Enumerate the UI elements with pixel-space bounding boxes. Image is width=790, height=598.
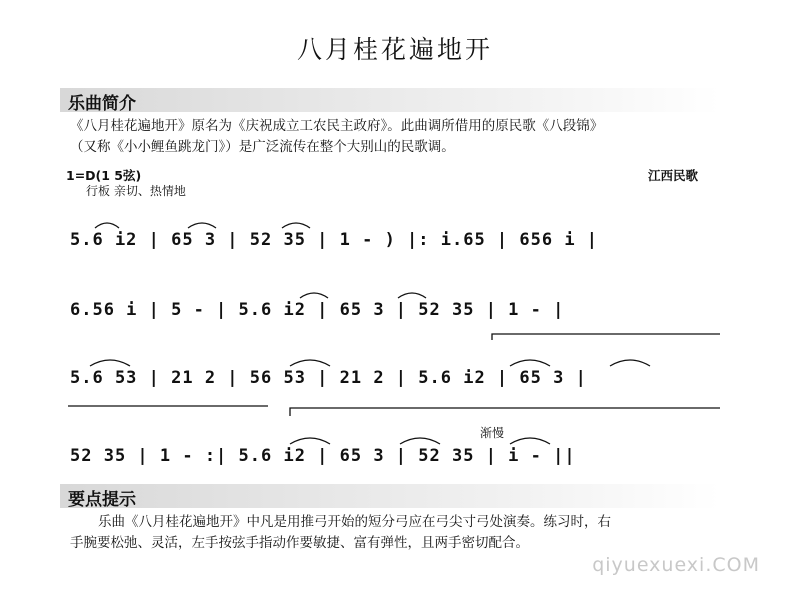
volta-bracket-2 [290, 408, 720, 416]
tips-section-header [60, 484, 720, 508]
tips-header-label: 要点提示 [68, 490, 136, 510]
slur-mark [90, 360, 130, 366]
score-row-2-notes: 6.56 i | 5 - | 5.6 i2 | 65 3 | 52 35 | 1 - | [70, 300, 565, 320]
volta-bracket-1 [492, 334, 720, 340]
slur-mark [400, 438, 440, 444]
slur-mark [610, 360, 650, 366]
slur-mark [290, 438, 330, 444]
score-row-1-notes: 5.6 i2 | 65 3 | 52 35 | 1 - ) |: i.65 | 656 i | [70, 230, 599, 250]
tips-line-1: 乐曲《八月桂花遍地开》中凡是用推弓开始的短分弓应在弓尖寸弓处演奏。练习时，右 [98, 514, 611, 530]
slur-mark [300, 293, 328, 298]
slur-mark [95, 223, 119, 228]
page-title: 八月桂花遍地开 [296, 35, 493, 64]
intro-line-2: （又称《小小鲤鱼跳龙门》）是广泛流传在整个大别山的民歌调。 [70, 139, 455, 155]
slur-mark [188, 223, 216, 228]
site-watermark: qiyuexuexi.COM [592, 554, 760, 576]
origin-label: 江西民歌 [648, 168, 699, 183]
slur-mark [282, 223, 310, 228]
score-row-3-notes: 5.6 53 | 21 2 | 56 53 | 21 2 | 5.6 i2 | 65 3 | [70, 368, 587, 388]
intro-header-label: 乐曲简介 [68, 94, 136, 114]
tips-line-2: 手腕要松弛、灵活，左手按弦手指动作要敏捷、富有弹性，且两手密切配合。 [70, 535, 529, 551]
slur-mark [510, 438, 550, 444]
intro-line-1: 《八月桂花遍地开》原名为《庆祝成立工农民主政府》。此曲调所借用的原民歌《八段锦》 [70, 118, 604, 134]
slur-mark [398, 293, 426, 298]
ritardando-marking: 渐慢 [480, 426, 505, 440]
tips-paragraph [70, 512, 720, 554]
score-row-4-notes: 52 35 | 1 - :| 5.6 i2 | 65 3 | 52 35 | i - || [70, 446, 576, 466]
slur-mark [510, 360, 550, 366]
key-signature: 1=D(1 5弦) [66, 168, 142, 183]
tempo-marking: 行板 亲切、热情地 [86, 184, 186, 198]
slur-mark [290, 360, 330, 366]
